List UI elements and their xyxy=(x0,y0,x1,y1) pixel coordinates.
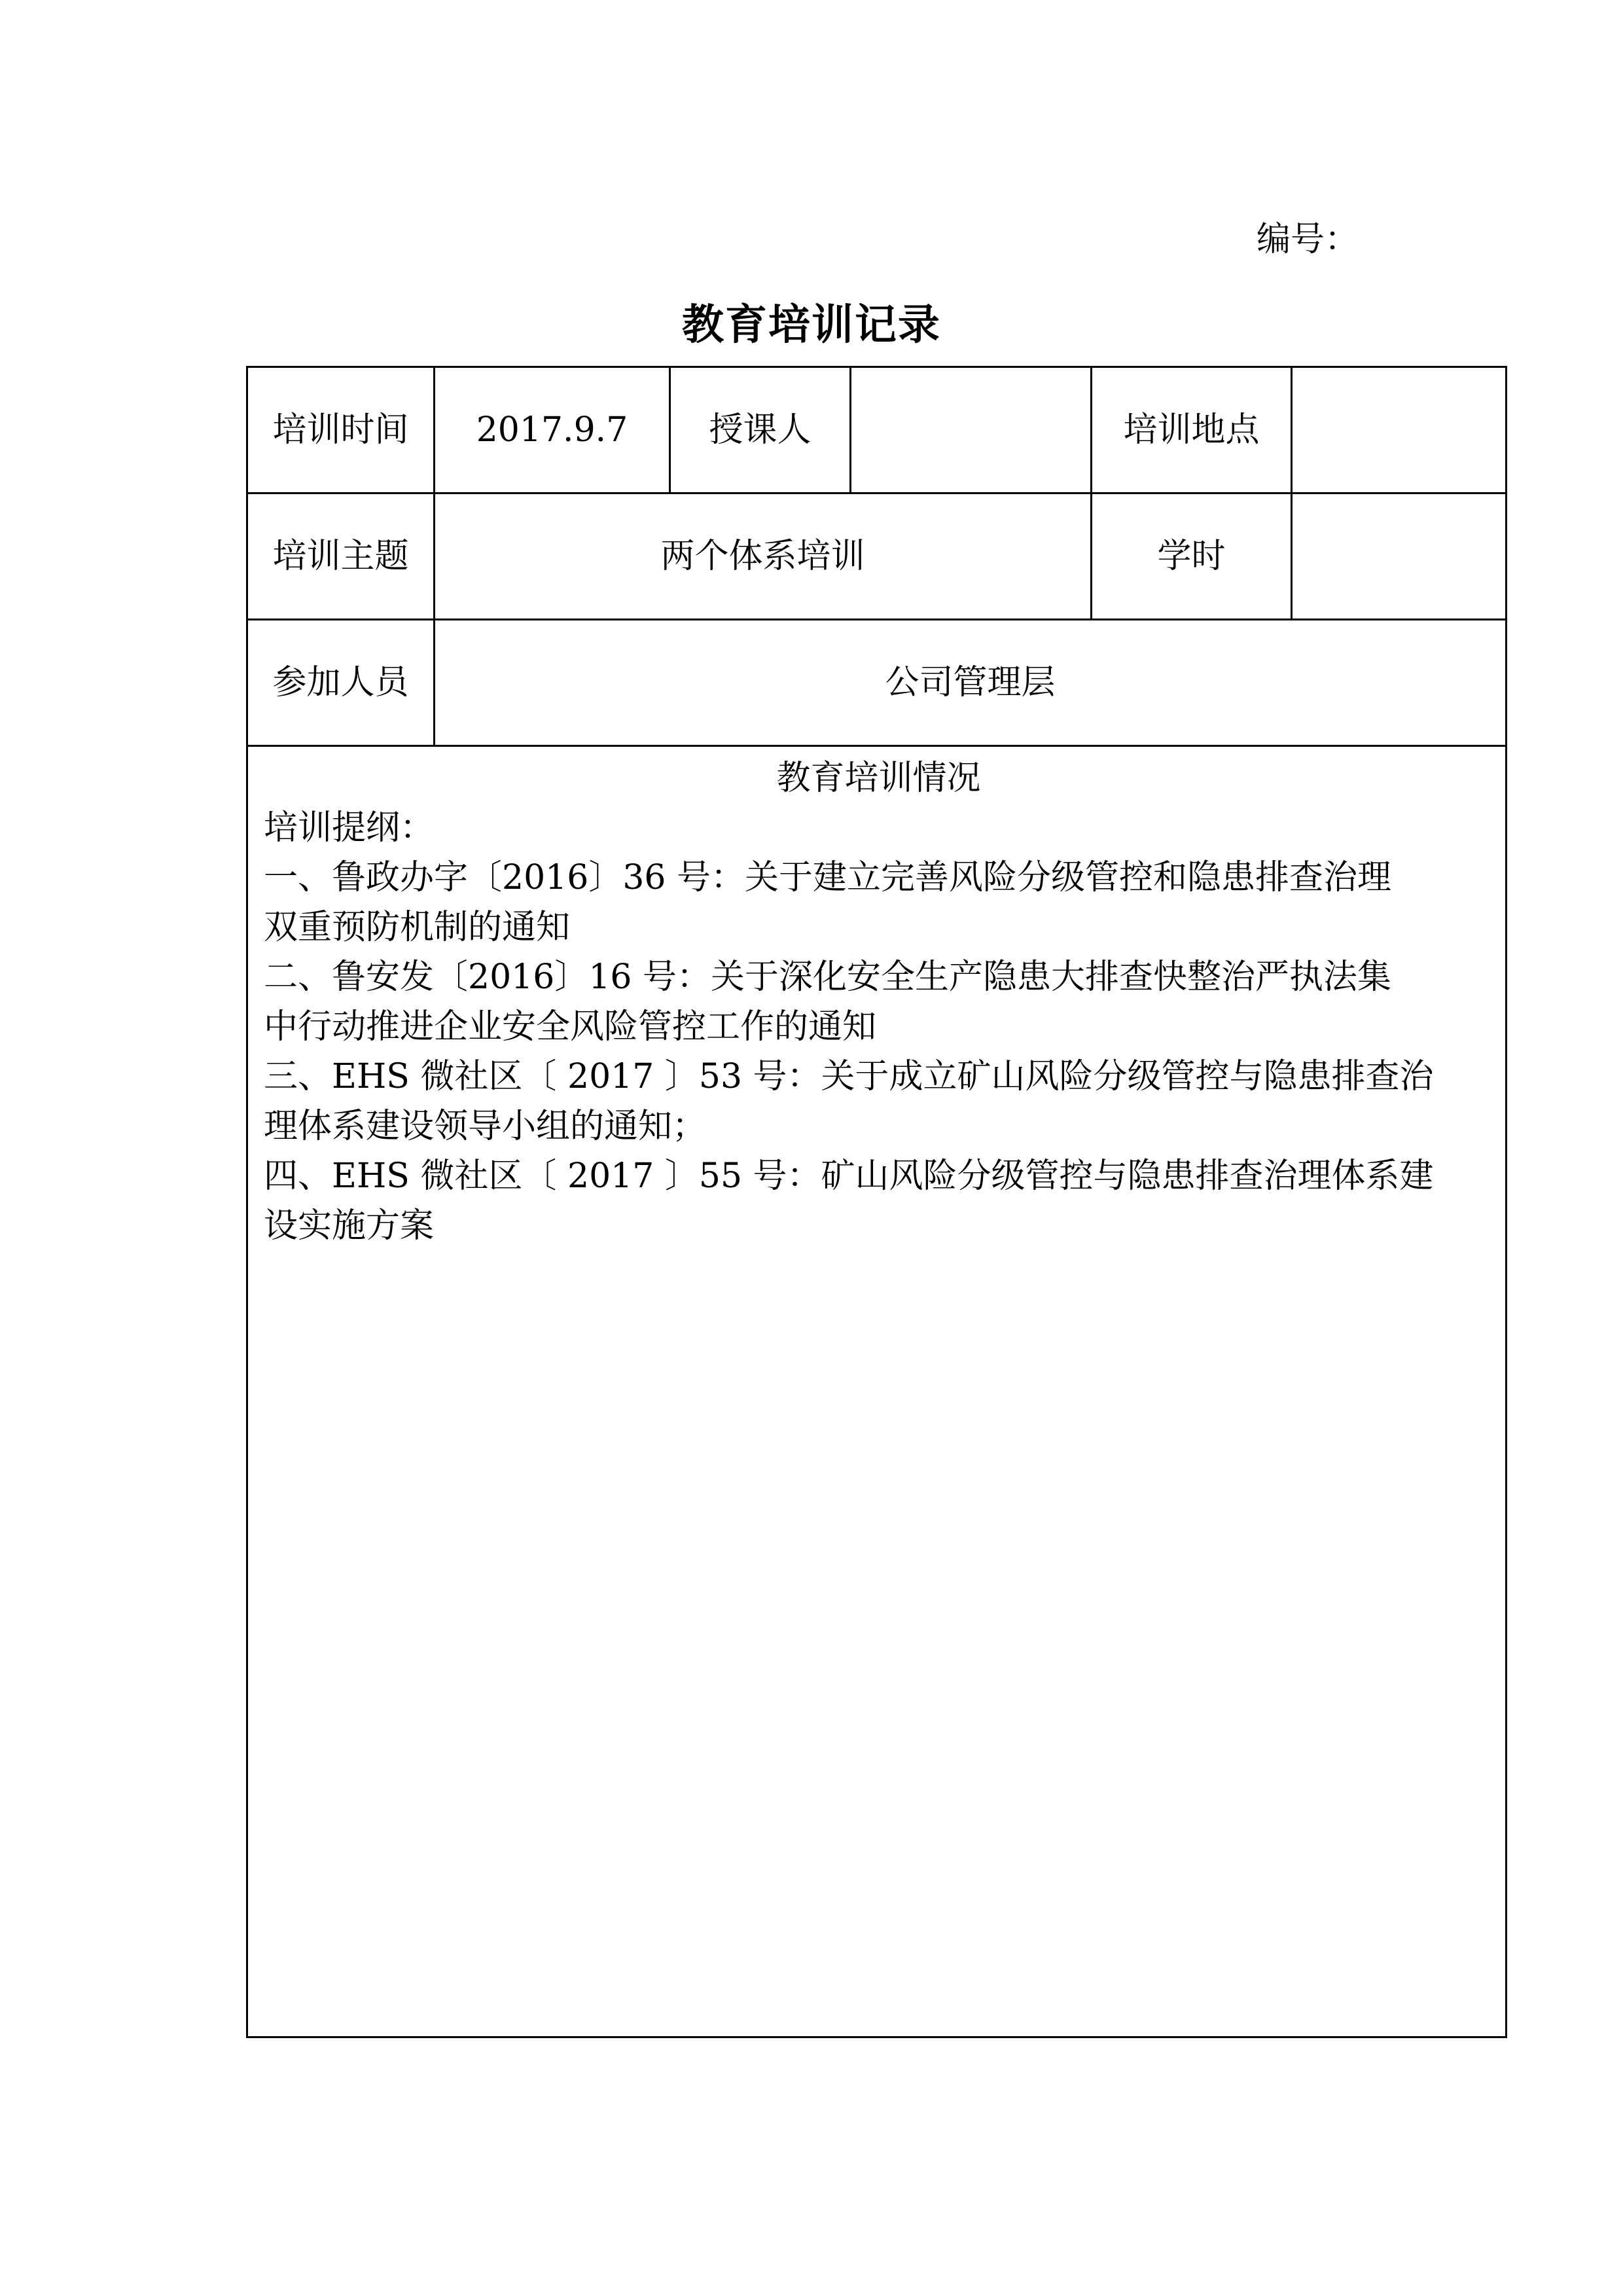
training-time-value: 2017.9.7 xyxy=(435,367,670,493)
outline-line-1: 一、鲁政办字〔2016〕36 号：关于建立完善风险分级管控和隐患排查治理 xyxy=(264,858,1392,897)
outline-line-3: 二、鲁安发〔2016〕16 号：关于深化安全生产隐患大排查快整治严执法集 xyxy=(264,958,1392,997)
lecturer-value xyxy=(851,367,1092,493)
training-location-label: 培训地点 xyxy=(1092,367,1292,493)
training-time-label: 培训时间 xyxy=(247,367,435,493)
outline-line-6: 理体系建设领导小组的通知； xyxy=(264,1107,707,1146)
outline-line-7: 四、EHS 微社区〔 2017 〕55 号：矿山风险分级管控与隐患排查治理体系建 xyxy=(264,1157,1434,1196)
training-content-heading: 教育培训情况 xyxy=(776,759,981,798)
participants-value: 公司管理层 xyxy=(435,620,1507,746)
training-topic-value: 两个体系培训 xyxy=(435,493,1092,620)
study-hours-label: 学时 xyxy=(1092,493,1292,620)
serial-number-label: 编号： xyxy=(1257,220,1359,259)
table-row-participants xyxy=(247,620,1507,746)
outline-line-8: 设实施方案 xyxy=(264,1206,435,1246)
training-location-value xyxy=(1292,367,1507,493)
training-content-cell xyxy=(247,746,1507,2037)
training-outline-label: 培训提纲： xyxy=(264,808,435,848)
table-row-content xyxy=(247,746,1507,2037)
participants-label: 参加人员 xyxy=(247,620,435,746)
table-row-topic xyxy=(247,493,1507,620)
training-topic-label: 培训主题 xyxy=(247,493,435,620)
outline-line-2: 双重预防机制的通知 xyxy=(264,908,571,947)
outline-line-4: 中行动推进企业安全风险管控工作的通知 xyxy=(264,1007,877,1047)
document-title: 教育培训记录 xyxy=(682,300,941,350)
lecturer-label: 授课人 xyxy=(670,367,851,493)
training-record-table xyxy=(246,366,1507,2038)
table-row-time xyxy=(247,367,1507,493)
outline-line-5: 三、EHS 微社区〔 2017 〕53 号：关于成立矿山风险分级管控与隐患排查治 xyxy=(264,1057,1434,1096)
study-hours-value xyxy=(1292,493,1507,620)
